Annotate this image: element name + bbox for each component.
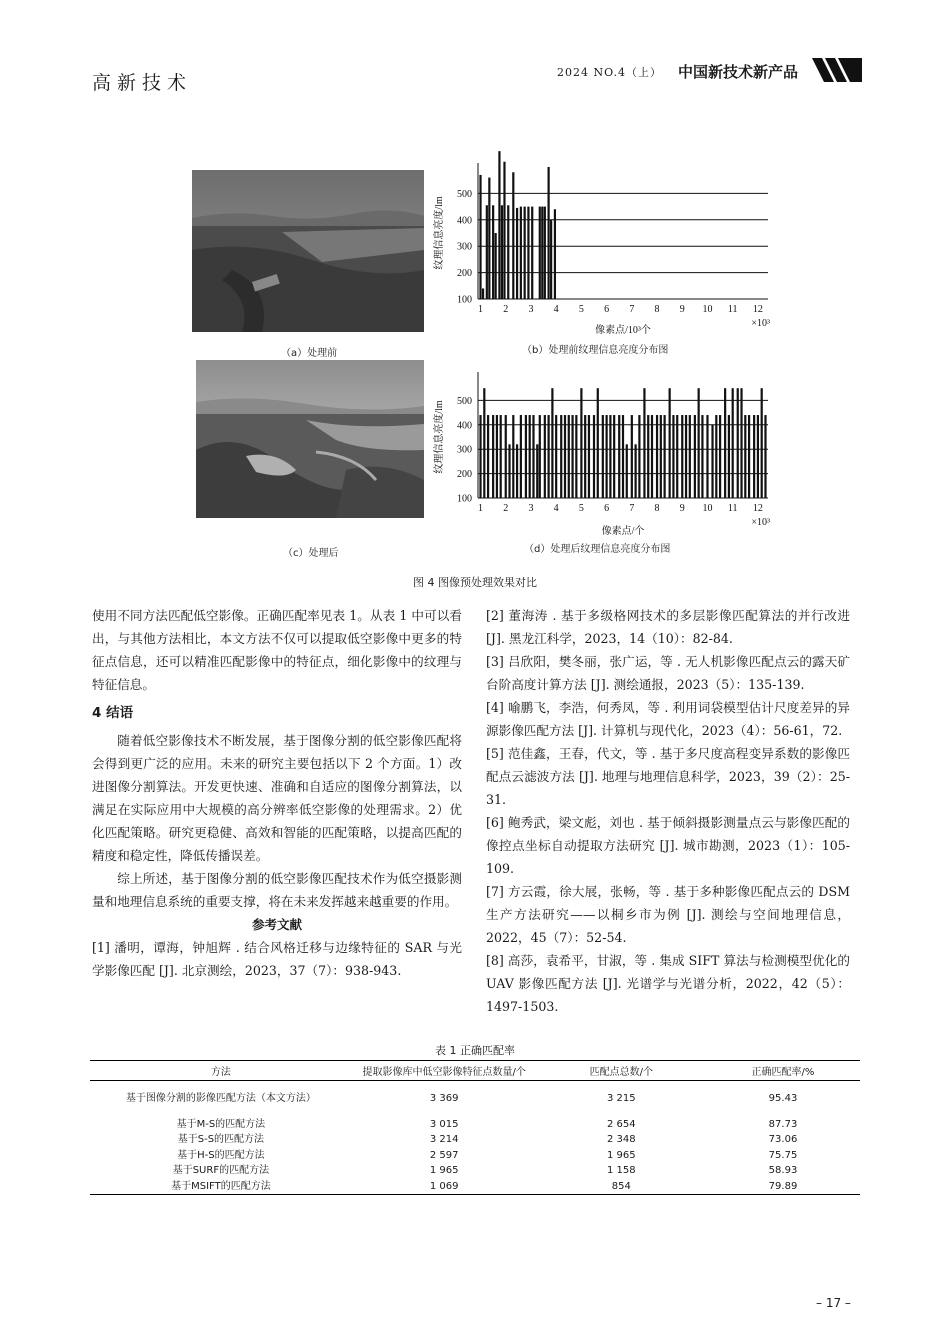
chart-bar — [744, 415, 746, 498]
chart-bar — [672, 415, 674, 498]
section-label: 高新技术 — [92, 72, 193, 94]
x-tick-label: 8 — [654, 503, 660, 514]
chart-bar — [548, 167, 550, 299]
chart-bar — [516, 444, 518, 498]
x-tick-label: 10 — [702, 503, 713, 514]
table-cell: 854 — [537, 1179, 706, 1195]
x-tick-label: 9 — [679, 304, 685, 315]
brightness-chart-before — [426, 145, 780, 335]
x-tick-label: 3 — [528, 503, 534, 514]
reference-item: [6] 鲍秀武，梁文彪，刘也 . 基于倾斜摄影测量点云与影像匹配的像控点坐标自动提取方法研究 [J]. 城市勘测，2023（1）：105-109. — [486, 815, 850, 876]
chart-bar — [550, 220, 552, 299]
chart-bar — [507, 205, 509, 299]
table-header: 提取影像库中低空影像特征点数量/个 — [352, 1061, 537, 1081]
table-cell: 基于SURF的匹配方法 — [172, 1165, 270, 1176]
table-header: 正确匹配率/% — [706, 1061, 860, 1081]
chart-bar — [740, 388, 742, 498]
table-header: 方法 — [90, 1061, 352, 1081]
x-tick-label: 7 — [629, 304, 635, 315]
chart-bar — [580, 388, 582, 498]
journal-title: 中国新技术新产品 — [678, 63, 799, 81]
table-row — [90, 1117, 860, 1133]
chart-bar — [492, 205, 494, 299]
x-multiplier: ×10³ — [751, 517, 770, 528]
left-column — [92, 604, 462, 982]
matching-rate-table — [90, 1060, 860, 1195]
table-row — [90, 1148, 860, 1164]
photo-before — [192, 170, 424, 332]
chart-bar — [584, 415, 586, 498]
chart-bar — [539, 415, 541, 498]
chart-bar — [539, 207, 541, 299]
table-cell: 2 654 — [606, 1118, 636, 1130]
table-cell: 1 158 — [606, 1165, 636, 1176]
x-tick-label: 7 — [629, 503, 635, 514]
chart-bar — [728, 415, 730, 498]
chart-bar — [575, 415, 577, 498]
chart-bar — [520, 207, 522, 299]
x-tick-label: 9 — [679, 503, 685, 514]
right-column — [486, 604, 850, 1018]
page-number: – 17 – — [816, 1296, 851, 1310]
chart-bar — [597, 388, 599, 498]
chart-bar — [681, 415, 683, 498]
chart-bar — [479, 415, 481, 498]
x-multiplier: ×10³ — [751, 318, 770, 329]
x-tick-label: 1 — [478, 503, 484, 514]
chart-bar — [568, 415, 570, 498]
table-cell: 3 214 — [429, 1134, 459, 1145]
chart-bar — [593, 415, 595, 498]
table-cell: 3 369 — [429, 1093, 459, 1104]
table-cell: 基于M-S的匹配方法 — [176, 1118, 266, 1130]
chart-bar — [689, 415, 691, 498]
chart-bar — [527, 207, 529, 299]
chart-bar — [536, 444, 538, 498]
chart-bar — [498, 151, 500, 299]
chart-bar — [609, 415, 611, 498]
chart-bar — [706, 415, 708, 498]
table-cell: 87.73 — [768, 1118, 798, 1130]
x-axis-label: 像素点/个 — [601, 526, 645, 537]
y-tick-label: 100 — [457, 294, 472, 306]
caption-a: （a）处理前 — [281, 348, 338, 359]
table-cell: 95.43 — [768, 1093, 798, 1104]
chart-bar — [647, 415, 649, 498]
reference-item: [7] 方云霞，徐大展，张畅，等 . 基于多种影像匹配点云的 DSM 生产方法研究——以桐乡市为例 [J]. 测绘与空间地理信息，2022，45（7）：52-54. — [486, 884, 850, 945]
y-axis-label: 纹理信息亮度/lm — [434, 196, 445, 270]
chart-bar — [488, 178, 490, 299]
reference-item: [4] 喻鹏飞，李浩，何秀凤，等 . 利用词袋模型估计尺度差异的异源影像匹配方法 [J]. 计算机与现代化，2023（4）：56-61，72. — [486, 700, 850, 738]
chart-bar — [525, 415, 527, 498]
chart-bar — [524, 207, 526, 299]
caption-c: （c）处理后 — [283, 548, 339, 559]
y-tick-label: 400 — [457, 420, 472, 432]
reference-item: [8] 高莎，袁希平，甘淑，等 . 集成 SIFT 算法与检测模型优化的 UAV 影像匹配方法 [J]. 光谱学与光谱分析，2022，42（5）：1497-1503. — [486, 953, 850, 1014]
chart-bar — [715, 415, 717, 498]
chart-bar — [529, 415, 531, 498]
table-cell: 基于MSIFT的匹配方法 — [90, 1179, 352, 1195]
photo-after — [196, 360, 424, 518]
table-row — [90, 1163, 860, 1179]
x-axis-label: 像素点/10³个 — [595, 325, 651, 335]
chart-bar — [531, 207, 533, 299]
table-cell: 3 015 — [429, 1118, 459, 1130]
y-tick-label: 500 — [457, 188, 472, 200]
chart-bar — [571, 415, 573, 498]
chart-bar — [500, 415, 502, 498]
chart-bar — [656, 415, 658, 498]
y-axis-label: 纹理信息亮度/lm — [434, 400, 445, 474]
chart-bar — [753, 415, 755, 498]
chart-bar — [483, 388, 485, 498]
chart-bar — [486, 205, 488, 299]
issue-number: 2024 NO.4（上） — [557, 66, 662, 79]
table-cell: 73.06 — [768, 1134, 798, 1145]
x-tick-label: 10 — [702, 304, 713, 315]
chart-bar — [761, 388, 763, 498]
chart-bar — [701, 415, 703, 498]
chart-bar — [719, 415, 721, 498]
section-heading: 4 结语 — [92, 705, 134, 721]
table-cell: 2 597 — [429, 1149, 459, 1161]
chart-bar — [492, 415, 494, 498]
chart-bar — [764, 415, 766, 498]
chart-bar — [544, 415, 546, 498]
paragraph-results: 使用不同方法匹配低空影像。正确匹配率见表 1。从表 1 中可以看出，与其他方法相比，本文方法不仅可以提取低空影像中更多的特征点信息，还可以精准匹配影像中的特征点，细化影像中的纹理与特征信息。 — [92, 608, 462, 692]
chart-bar — [660, 415, 662, 498]
chart-bar — [757, 415, 759, 498]
chart-bar — [495, 233, 497, 299]
chart-bar — [613, 415, 615, 498]
references-title: 参考文献 — [251, 917, 302, 932]
y-tick-label: 300 — [457, 444, 472, 456]
chart-bar — [508, 444, 510, 498]
x-tick-label: 5 — [578, 304, 584, 315]
chart-bar — [748, 415, 750, 498]
chart-bar — [554, 209, 556, 299]
chart-bar — [548, 415, 550, 498]
chart-bar — [532, 415, 534, 498]
table-cell: 基于H-S的匹配方法 — [177, 1149, 265, 1161]
chart-bar — [669, 388, 671, 498]
chart-bar — [479, 175, 481, 299]
reference-item: [3] 吕欣阳，樊冬丽，张广运，等 . 无人机影像匹配点云的露天矿台阶高度计算方法 [J]. 测绘通报，2023（5）：135-139. — [486, 654, 850, 692]
table-cell: 3 215 — [606, 1093, 636, 1104]
chart-bar — [622, 415, 624, 498]
x-tick-label: 11 — [727, 304, 738, 315]
chart-bar — [512, 172, 514, 299]
chart-bar — [631, 415, 633, 498]
chart-bar — [555, 415, 557, 498]
chart-bar — [602, 415, 604, 498]
x-tick-label: 2 — [503, 503, 509, 514]
chart-bar — [544, 207, 546, 299]
chart-bar — [482, 288, 484, 299]
chart-bar — [698, 388, 700, 498]
table-cell: 1 965 — [429, 1165, 459, 1176]
x-tick-label: 8 — [654, 304, 660, 315]
table-row — [90, 1179, 860, 1195]
paragraph-conclusion-2: 综上所述，基于图像分割的低空影像匹配技术作为低空摄影测量和地理信息系统的重要支撑，将在未来发挥越来越重要的作用。 — [92, 871, 462, 909]
journal-logo-icon — [812, 58, 862, 82]
chart-bar — [560, 415, 562, 498]
table-title: 表 1 正确匹配率 — [435, 1044, 515, 1057]
chart-bar — [505, 415, 507, 498]
chart-bar — [676, 415, 678, 498]
chart-bar — [737, 388, 739, 498]
table-cell: 1 069 — [352, 1179, 537, 1195]
y-tick-label: 200 — [457, 268, 472, 280]
table-cell: 基于S-S的匹配方法 — [177, 1134, 265, 1145]
x-tick-label: 12 — [752, 304, 763, 315]
x-tick-label: 6 — [604, 503, 610, 514]
x-tick-label: 12 — [752, 503, 763, 514]
brightness-chart-after — [426, 368, 780, 538]
y-tick-label: 500 — [457, 395, 472, 407]
table-cell: 75.75 — [768, 1149, 798, 1161]
x-tick-label: 11 — [727, 503, 738, 514]
chart-bar — [551, 388, 553, 498]
x-tick-label: 4 — [553, 503, 559, 514]
table-row — [90, 1132, 860, 1148]
caption-d: （d）处理后纹理信息亮度分布图 — [524, 544, 671, 555]
chart-bar — [635, 444, 637, 498]
chart-bar — [520, 415, 522, 498]
reference-item: [5] 范佳鑫，王春，代文，等 . 基于多尺度高程变异系数的影像匹配点云滤波方法 [J]. 地理与地理信息科学，2023，39（2）：25-31. — [486, 746, 850, 807]
chart-bar — [651, 415, 653, 498]
table-cell: 79.89 — [706, 1179, 860, 1195]
chart-bar — [638, 415, 640, 498]
chart-bar — [694, 415, 696, 498]
y-tick-label: 400 — [457, 215, 472, 227]
chart-bar — [501, 205, 503, 299]
chart-bar — [564, 415, 566, 498]
x-tick-label: 5 — [578, 503, 584, 514]
chart-bar — [541, 207, 543, 299]
x-tick-label: 2 — [503, 304, 509, 315]
chart-bar — [711, 425, 713, 498]
x-tick-label: 3 — [528, 304, 534, 315]
y-tick-label: 200 — [457, 469, 472, 481]
y-tick-label: 100 — [457, 493, 472, 505]
chart-bar — [487, 415, 489, 498]
chart-bar — [618, 415, 620, 498]
table-cell: 2 348 — [606, 1134, 636, 1145]
chart-bar — [588, 415, 590, 498]
chart-bar — [503, 162, 505, 299]
chart-bar — [626, 444, 628, 498]
y-tick-label: 300 — [457, 241, 472, 253]
reference-item: [2] 董海涛 . 基于多级格网技术的多层影像匹配算法的并行改进 [J]. 黑龙江科学，2023，14（10）：82-84. — [486, 608, 850, 646]
caption-b: （b）处理前纹理信息亮度分布图 — [522, 345, 669, 356]
table-cell: 基于图像分割的影像匹配方法（本文方法） — [125, 1093, 316, 1104]
x-tick-label: 4 — [553, 304, 559, 315]
chart-bar — [512, 415, 514, 498]
chart-bar — [606, 415, 608, 498]
paragraph-conclusion-1: 随着低空影像技术不断发展，基于图像分割的低空影像匹配将会得到更广泛的应用。未来的研究主要包括以下 2 个方面。1）改进图像分割算法。开发更快速、准确和自适应的图像分割算法，以满足在实际应用中大规模的高分辨率低空影像的处理需求。2）优化匹配策略。研究更稳健、高效和智能的匹配策略，以提高匹配的精度和稳定性，降低传播误差。 — [92, 733, 462, 863]
table-row — [90, 1081, 860, 1117]
chart-bar — [516, 208, 518, 299]
x-tick-label: 6 — [604, 304, 610, 315]
reference-item: [1] 潘明，谭海，钟旭辉 . 结合风格迁移与边缘特征的 SAR 与光学影像匹配 [J]. 北京测绘，2023，37（7）：938-943. — [92, 940, 462, 978]
chart-bar — [732, 388, 734, 498]
table-header: 匹配点总数/个 — [537, 1061, 706, 1081]
chart-bar — [664, 415, 666, 498]
x-tick-label: 1 — [478, 304, 484, 315]
table-cell: 58.93 — [768, 1165, 798, 1176]
figure-caption: 图 4 图像预处理效果对比 — [413, 576, 537, 589]
chart-bar — [643, 388, 645, 498]
chart-bar — [724, 388, 726, 498]
chart-bar — [685, 415, 687, 498]
table-cell: 1 965 — [606, 1149, 636, 1161]
chart-bar — [496, 415, 498, 498]
